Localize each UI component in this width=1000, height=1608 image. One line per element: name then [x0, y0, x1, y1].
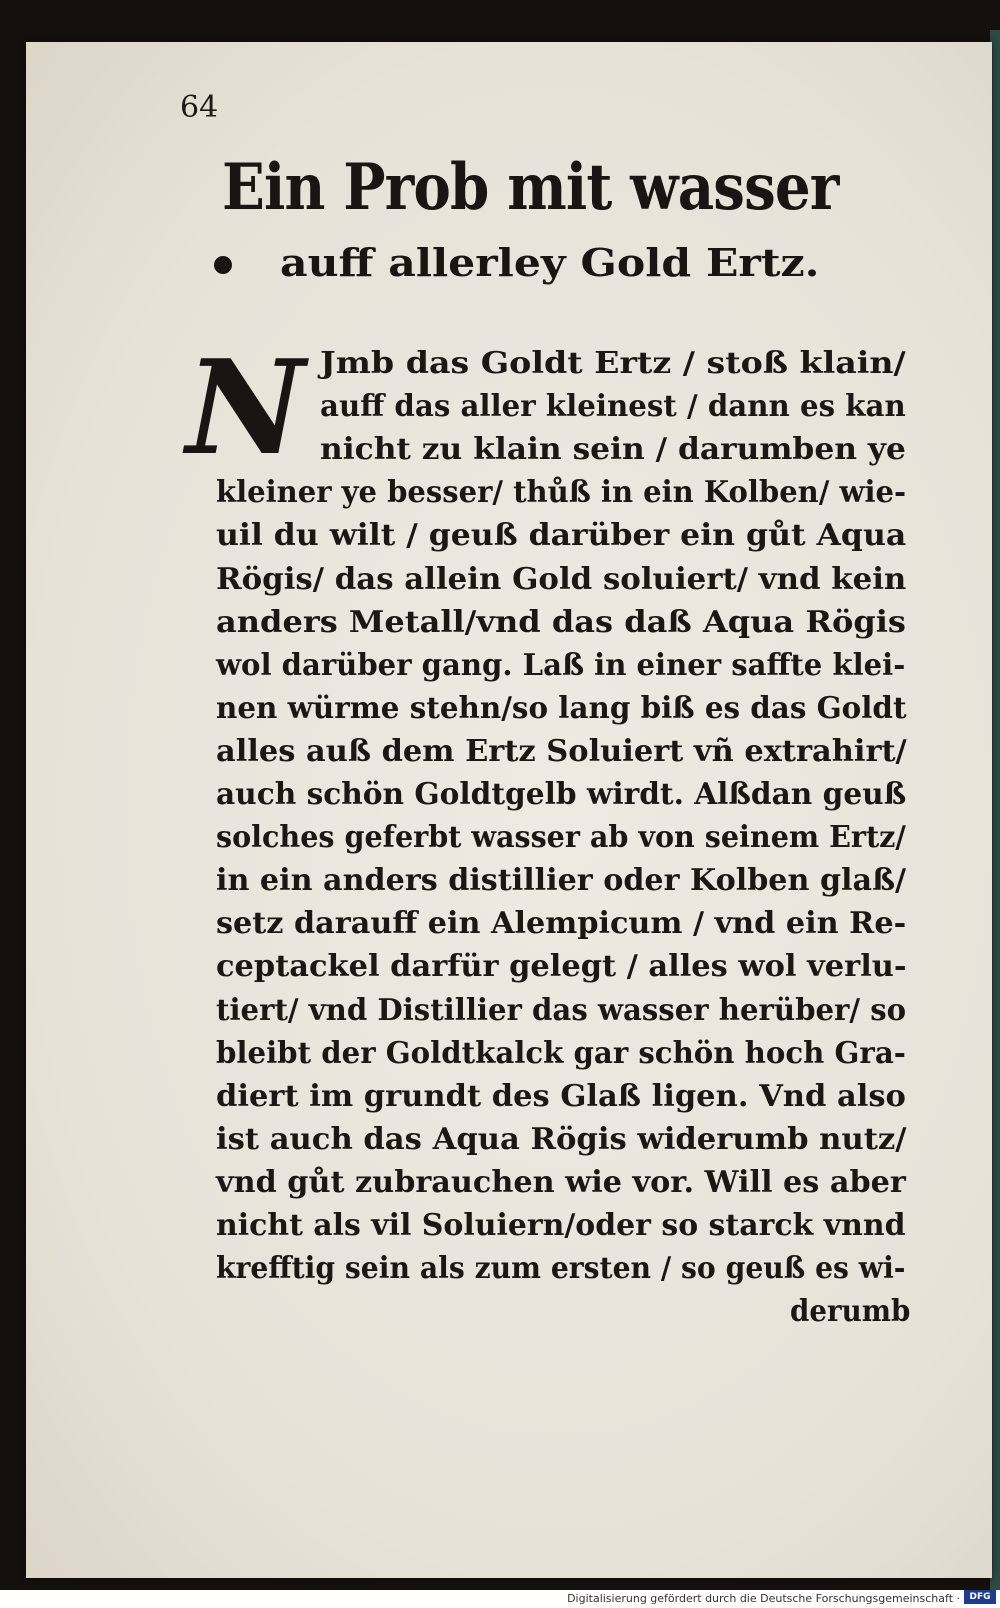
body-line: bleibt der Goldtkalck gar schön hoch Gra- — [216, 1035, 906, 1071]
body-line: anders Metall/vnd das daß Aqua Rögis — [216, 604, 906, 640]
dfg-logo: DFG — [964, 1590, 996, 1604]
body-line: Rögis/ das allein Gold soluiert/ vnd kein — [216, 561, 907, 597]
title-line-1: Ein Prob mit wasser — [222, 150, 839, 225]
body-line: setz darauff ein Alempicum / vnd ein Re- — [216, 906, 907, 942]
body-line: in ein anders distillier oder Kolben glaß/ — [216, 863, 907, 899]
body-line: diert im grundt des Glaß ligen. Vnd also — [216, 1078, 906, 1114]
body-line: ist auch das Aqua Rögis widerumb nutz/ — [216, 1121, 907, 1157]
body-line: kleiner ye besser/ thůß in ein Kolben/ wie- — [216, 475, 907, 511]
title-bullet — [214, 256, 232, 274]
body-line: solches geferbt wasser ab von seinem Ertz/ — [216, 820, 906, 856]
body-line: nen würme stehn/so lang biß es das Goldt — [216, 690, 907, 726]
body-line: Jmb das Goldt Ertz / stoß klain/ — [320, 346, 906, 381]
footer-credit: Digitalisierung gefördert durch die Deutsche Forschungsgemeinschaft · — [567, 1592, 960, 1605]
body-line: nicht als vil Soluiern/oder so starck vnnd — [216, 1208, 906, 1243]
body-line: wol darüber gang. Laß in einer saffte klei- — [216, 647, 906, 683]
body-line: tiert/ vnd Distillier das wasser herüber/ so — [216, 992, 907, 1028]
body-line: auff das aller kleinest / dann es kan — [320, 389, 906, 425]
body-line: auch schön Goldtgelb wirdt. Alßdan geuß — [216, 777, 907, 812]
page-number: 64 — [180, 90, 219, 125]
body-line: alles auß dem Ertz Soluiert vñ extrahirt/ — [216, 733, 907, 769]
body-line: krefftig sein als zum ersten / so geuß es wi- — [216, 1251, 906, 1287]
body-line: ceptackel darfür gelegt / alles wol verlu- — [216, 949, 907, 985]
body-line: derumb — [790, 1294, 911, 1330]
decorated-initial: N — [186, 331, 305, 484]
body-line: nicht zu klain sein / darumben ye — [320, 432, 906, 468]
body-line: uil du wilt / geuß darüber ein gůt Aqua — [216, 518, 907, 554]
title-line-2: auff allerley Gold Ertz. — [280, 240, 820, 285]
body-line: vnd gůt zubrauchen wie vor. Will es aber — [216, 1164, 906, 1200]
